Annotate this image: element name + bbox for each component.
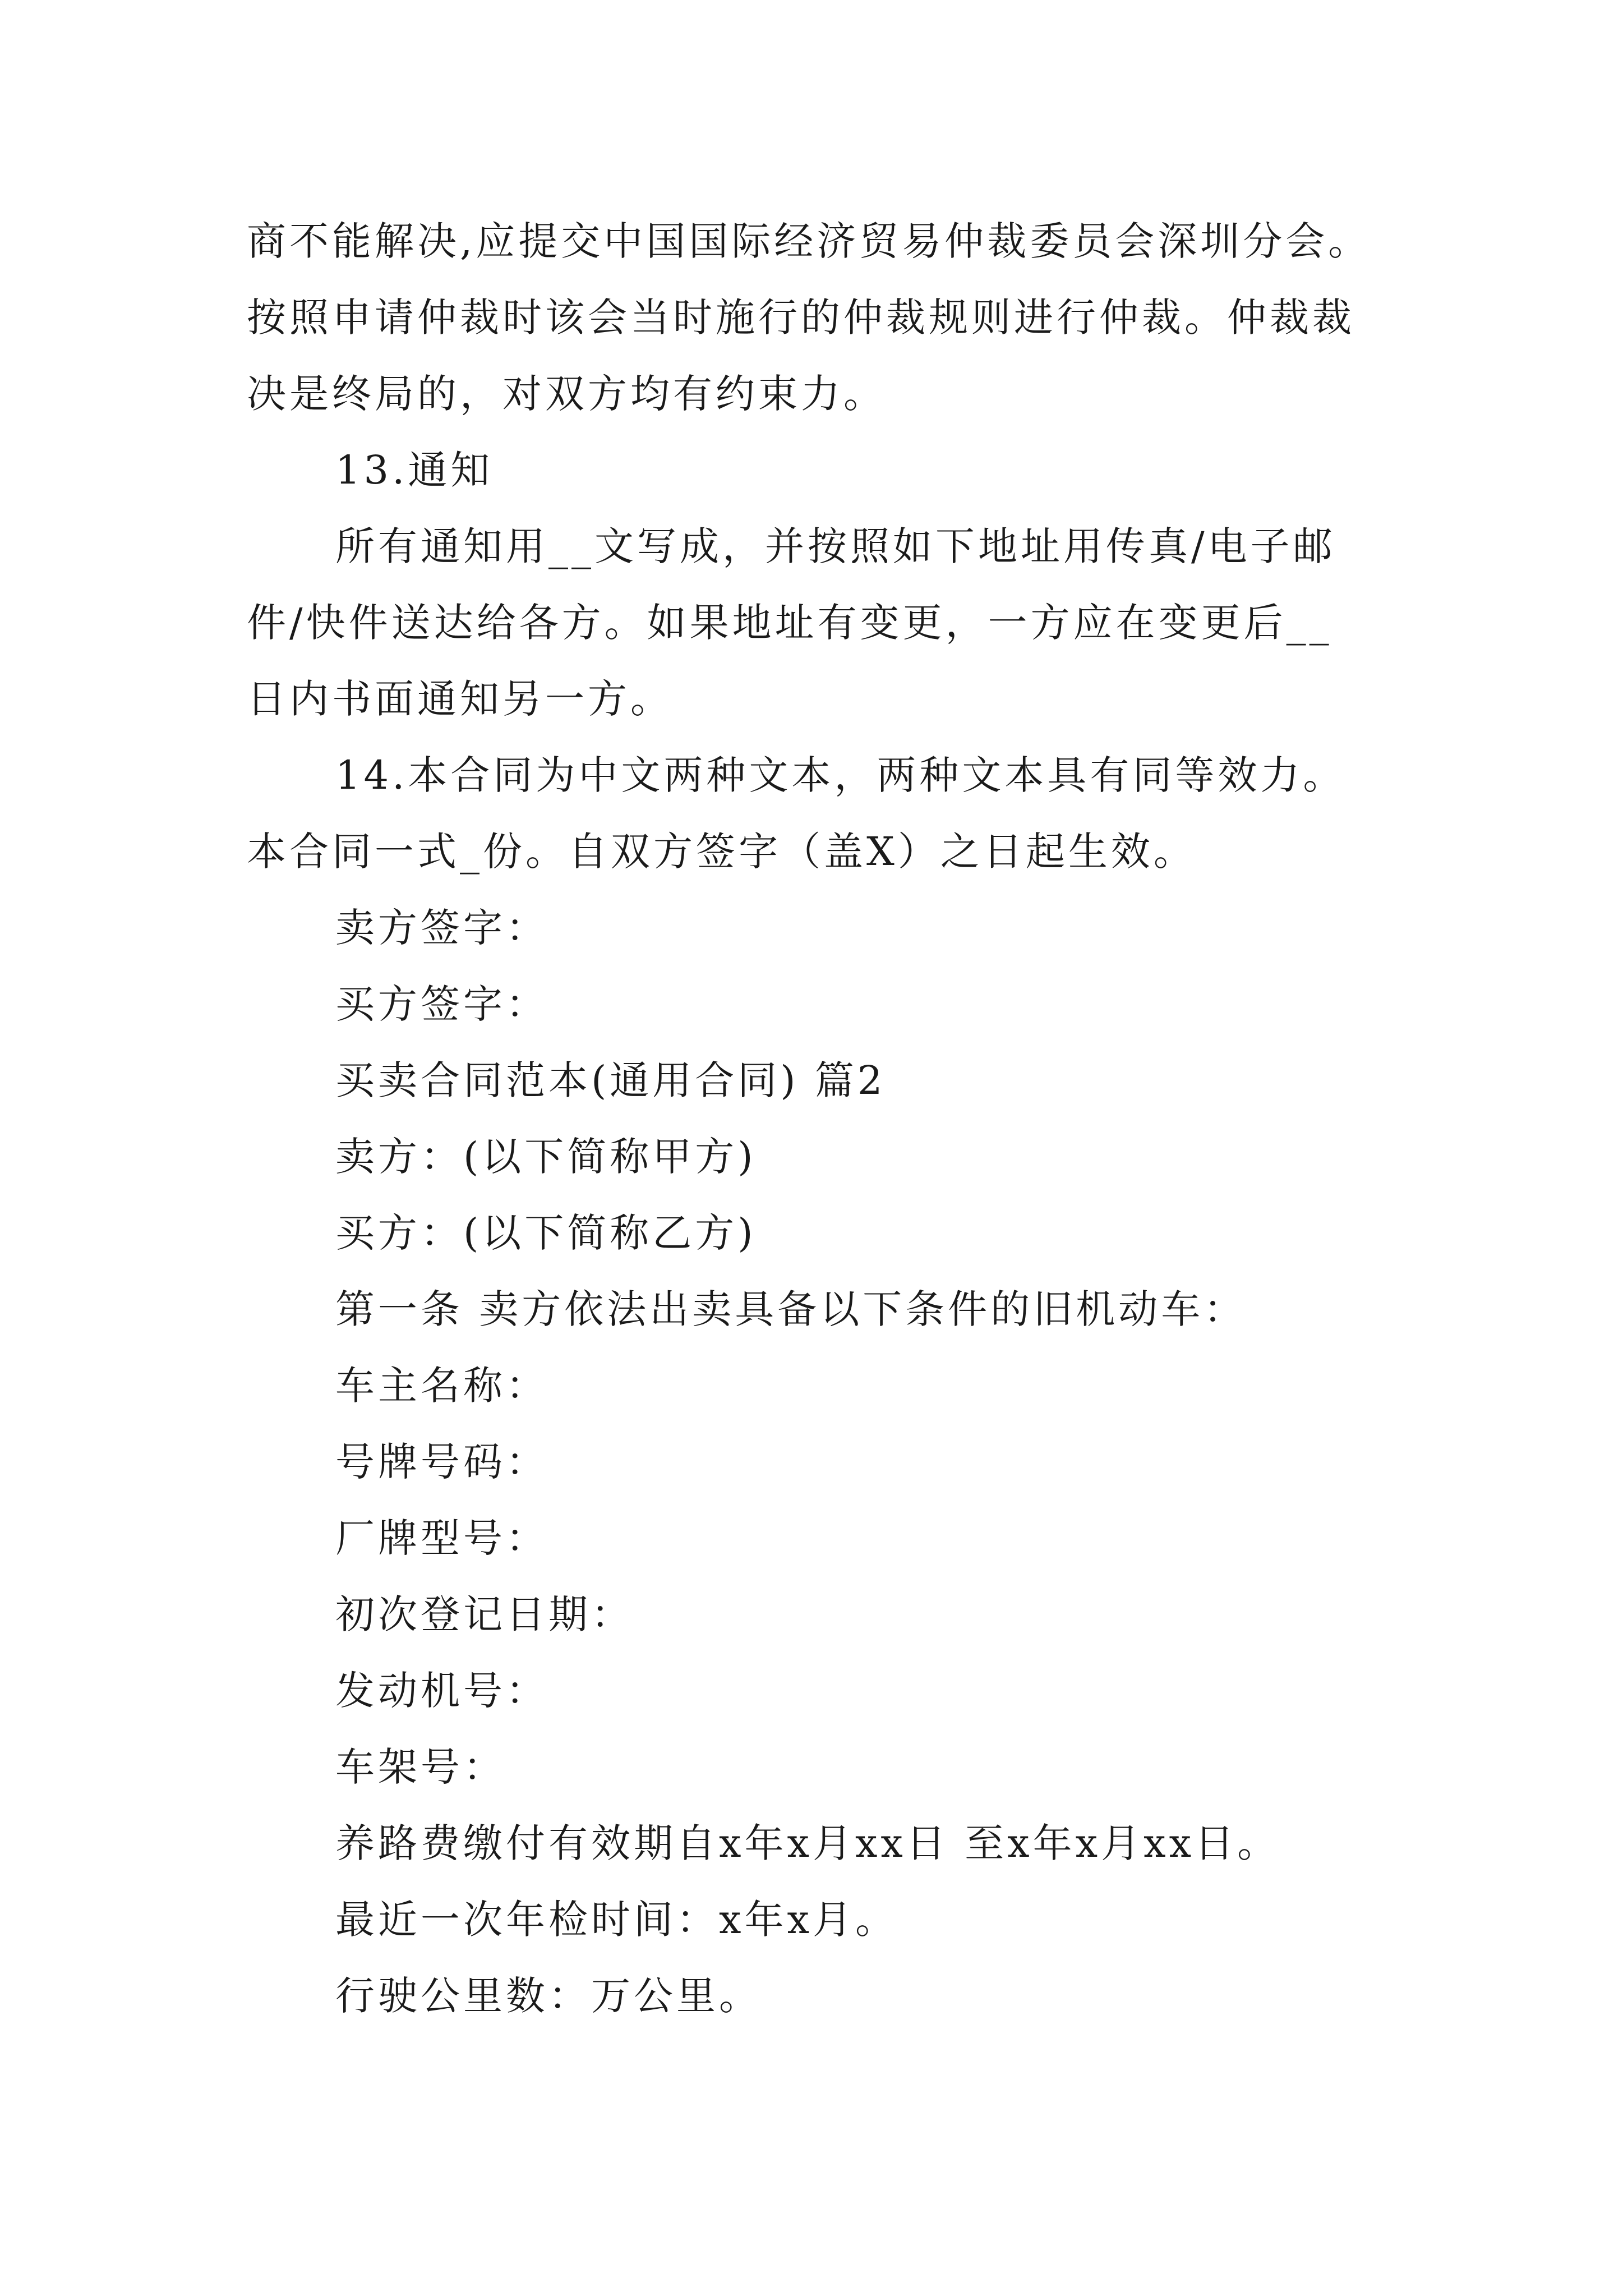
paragraph-line: 所有通知用__文写成，并按照如下地址用传真/电子邮 [335,523,1336,569]
paragraph-line: 件/快件送达给各方。如果地址有变更，一方应在变更后__ [247,600,1332,646]
paragraph-line: 按照申请仲裁时该会当时施行的仲裁规则进行仲裁。仲裁裁 [247,295,1355,341]
article-one: 第一条 卖方依法出卖具备以下条件的旧机动车： [335,1286,1247,1332]
field-frame-number: 车架号： [335,1744,506,1790]
field-road-fee-period: 养路费缴付有效期自x年x月xx日 至x年x月xx日。 [335,1820,1280,1866]
contract-title: 买卖合同范本(通用合同) 篇2 [335,1057,886,1103]
paragraph-line: 商不能解决,应提交中国国际经济贸易仲裁委员会深圳分会。 [247,218,1371,264]
paragraph-line: 决是终局的，对双方均有约束力。 [247,371,886,417]
field-owner-name: 车主名称： [335,1363,548,1409]
seller-signature-label: 卖方签字： [335,905,548,951]
field-mileage: 行驶公里数：万公里。 [335,1973,762,2019]
paragraph-line: 本合同一式_份。自双方签字（盖X）之日起生效。 [247,829,1196,875]
section-heading: 13.通知 [335,447,494,493]
field-plate-number: 号牌号码： [335,1439,548,1485]
seller-line: 卖方：(以下简称甲方) [335,1134,757,1180]
field-last-inspection: 最近一次年检时间：x年x月。 [335,1897,898,1943]
buyer-line: 买方：(以下简称乙方) [335,1210,757,1256]
field-first-registration: 初次登记日期： [335,1591,634,1637]
paragraph-line: 14.本合同为中文两种文本，两种文本具有同等效力。 [335,752,1346,798]
buyer-signature-label: 买方签字： [335,981,548,1027]
field-brand-model: 厂牌型号： [335,1515,548,1561]
field-engine-number: 发动机号： [335,1668,548,1714]
paragraph-line: 日内书面通知另一方。 [247,676,673,722]
